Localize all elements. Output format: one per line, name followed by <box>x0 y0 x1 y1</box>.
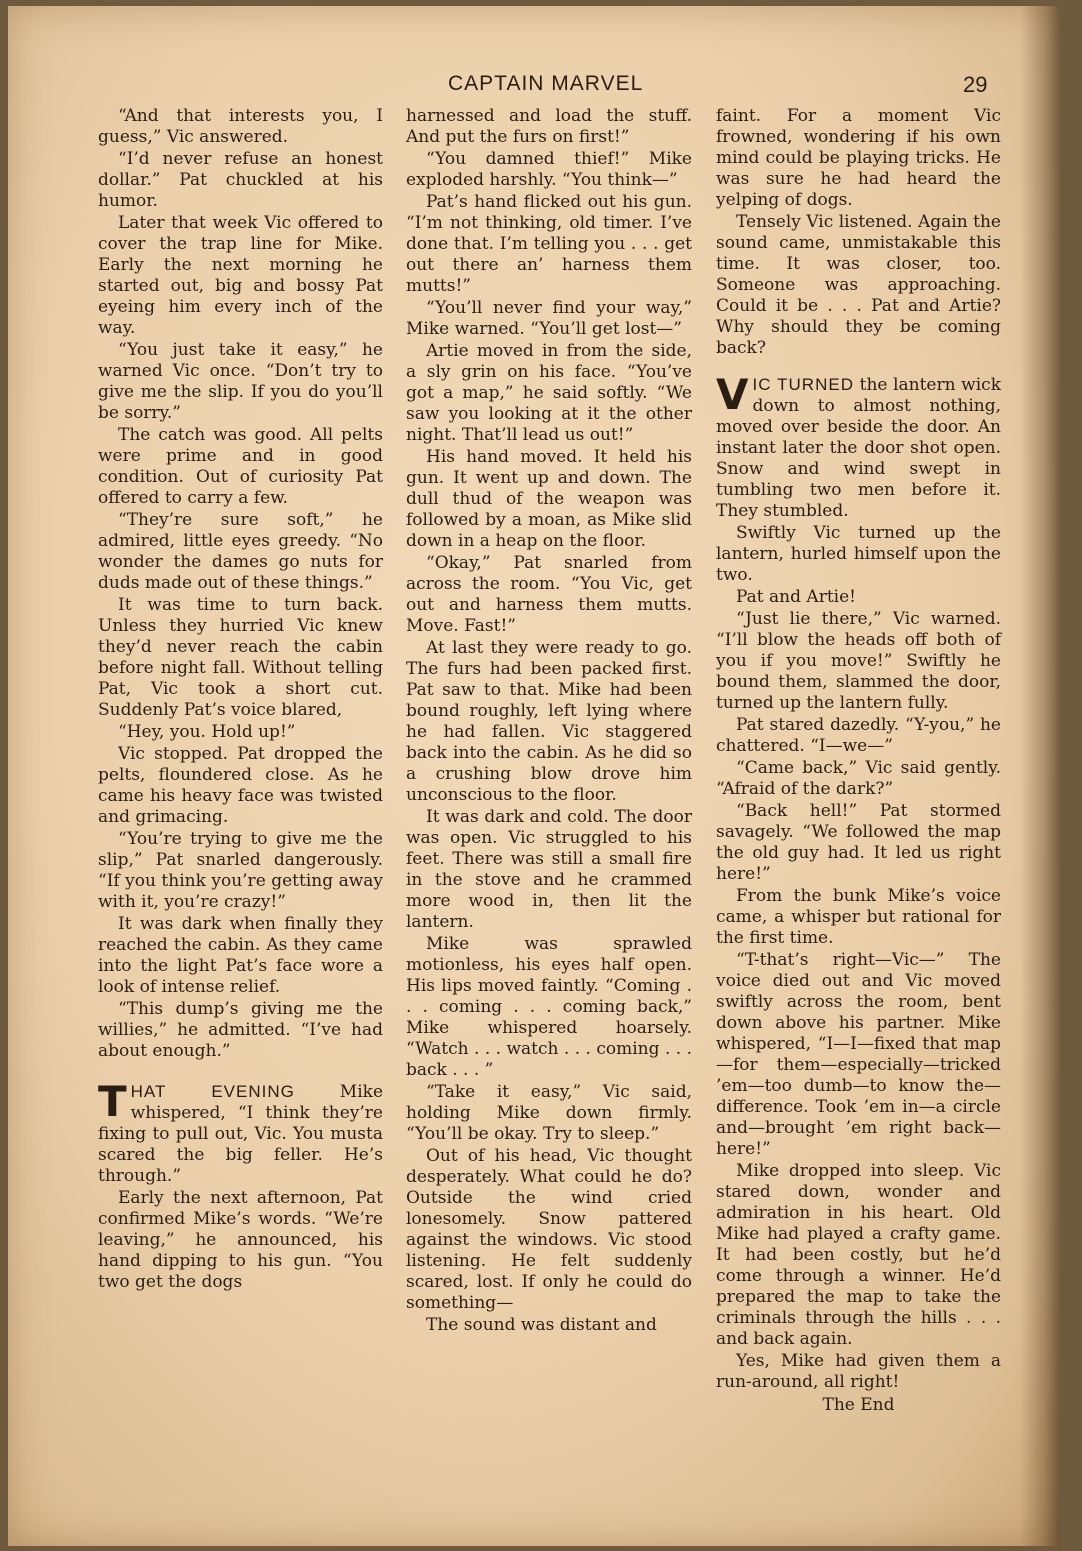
paragraph: “Back hell!” Pat stormed savagely. “We followed the map the old guy had. It led us right here!” <box>716 801 1001 884</box>
running-title: CAPTAIN MARVEL <box>448 72 644 95</box>
paragraph: “Came back,” Vic said gently. “Afraid of the dark?” <box>716 758 1001 799</box>
paragraph: “Take it easy,” Vic said, holding Mike down firmly. “You’ll be okay. Try to sleep.” <box>406 1082 692 1144</box>
paragraph: The catch was good. All pelts were prime and in good condition. Out of curiosity Pat offered to carry a few. <box>98 425 383 508</box>
section-break <box>716 360 1001 374</box>
drop-cap: V <box>716 370 749 419</box>
paragraph: It was dark when finally they reached the cabin. As they came into the light Pat’s face wore a look of intense relief. <box>98 914 383 997</box>
paragraph: Swiftly Vic turned up the lantern, hurled himself upon the two. <box>716 523 1001 585</box>
paragraph: His hand moved. It held his gun. It went up and down. The dull thud of the weapon was followed by a moan, as Mike slid down in a heap on the floor. <box>406 447 692 551</box>
section-break <box>98 1063 383 1081</box>
paragraph: Pat’s hand flicked out his gun. “I’m not thinking, old timer. I’ve done that. I’m telling you . . . get out there an’ harness them mutts!” <box>406 192 692 296</box>
paragraph: Yes, Mike had given them a run-around, all right! <box>716 1351 1001 1392</box>
paragraph: “This dump’s giving me the willies,” he admitted. “I’ve had about enough.” <box>98 999 383 1061</box>
drop-cap: T <box>98 1077 127 1126</box>
paragraph: Early the next afternoon, Pat confirmed Mike’s words. “We’re leaving,” he announced, his hand dipping to his gun. “You two get the dogs <box>98 1188 383 1292</box>
paragraph: “You’ll never find your way,” Mike warned. “You’ll get lost—” <box>406 298 692 339</box>
paragraph: “T-that’s right—Vic—” The voice died out and Vic moved swiftly across the room, bent down above his partner. Mike whispered, “I—I—fixed that map—for them—especially—tricked ’em—too dumb—to know the—difference. Took ’em in—a circle and—brought ’em right back—here!” <box>716 950 1001 1159</box>
paragraph: At last they were ready to go. The furs had been packed first. Pat saw to that. Mike had been bound roughly, left lying where he had fallen. Vic staggered back into the cabin. As he did so a crushing blow drove him unconscious to the floor. <box>406 638 692 805</box>
page-header <box>8 72 1060 102</box>
paragraph: Out of his head, Vic thought desperately. What could he do? Outside the wind cried lonesomely. Snow pattered against the windows. Vic stood listening. He felt suddenly scared, lost. If only he could do something— <box>406 1146 692 1313</box>
paragraph: Tensely Vic listened. Again the sound came, unmistakable this time. It was closer, too. Someone was approaching. Could it be . . . Pat and Artie? Why should they be coming back? <box>716 212 1001 358</box>
paragraph: Vic stopped. Pat dropped the pelts, floundered close. As he came his heavy face was twisted and grimacing. <box>98 744 383 827</box>
paragraph: “Hey, you. Hold up!” <box>118 722 296 742</box>
text-column-2 <box>406 106 692 1337</box>
section-text: the lantern wick down to almost nothing, moved over beside the door. An instant later the door shot open. Snow and wind swept in tumbling two men before it. They stumbled. <box>716 375 1001 521</box>
page-number: 29 <box>963 72 988 97</box>
paragraph: From the bunk Mike’s voice came, a whisper but rational for the first time. <box>716 886 1001 948</box>
paragraph: Artie moved in from the side, a sly grin on his face. “You’ve got a map,” he said softly. “We saw you looking at it the other night. That’ll lead us out!” <box>406 341 692 445</box>
paragraph: “You’re trying to give me the slip,” Pat snarled dangerously. “If you think you’re getting away with it, you’re crazy!” <box>98 829 383 912</box>
paragraph: “And that interests you, I guess,” Vic answered. <box>98 106 383 147</box>
paragraph: “I’d never refuse an honest dollar.” Pat chuckled at his humor. <box>98 149 383 211</box>
section-opening-paragraph <box>98 1077 383 1187</box>
section-text: Mike whispered, “I think they’re fixing to pull out, Vic. You musta scared the big feller. He’s through.” <box>98 1082 383 1186</box>
paragraph: It was dark and cold. The door was open. Vic struggled to his feet. There was still a small fire in the stove and he crammed more wood in, then lit the lantern. <box>406 807 692 932</box>
section-lead-in: HAT EVENING <box>130 1082 295 1101</box>
paragraph: faint. For a moment Vic frowned, wondering if his own mind could be playing tricks. He was sure he had heard the yelping of dogs. <box>716 106 1001 210</box>
paragraph: “They’re sure soft,” he admired, little eyes greedy. “No wonder the dames go nuts for duds made out of these things.” <box>98 510 383 593</box>
paragraph: “You just take it easy,” he warned Vic once. “Don’t try to give me the slip. If you do you’ll be sorry.” <box>98 340 383 423</box>
paragraph: Mike was sprawled motionless, his eyes half open. His lips moved faintly. “Coming . . . coming . . . coming back,” Mike whispered hoarsely. “Watch . . . watch . . . coming . . . back . . . ” <box>406 934 692 1080</box>
paragraph: Mike dropped into sleep. Vic stared down, wonder and admiration in his heart. Old Mike had played a crafty game. It had been costly, but he’d come through a winner. He’d prepared the map to take the criminals through the hills . . . and back again. <box>716 1161 1001 1349</box>
paragraph: It was time to turn back. Unless they hurried Vic knew they’d never reach the cabin before night fall. Without telling Pat, Vic took a short cut. Suddenly Pat’s voice blared, <box>98 595 383 720</box>
paragraph: The sound was distant and <box>426 1315 657 1335</box>
end-marker: The End <box>822 1395 895 1415</box>
text-column-1 <box>98 106 383 1294</box>
paragraph: “Okay,” Pat snarled from across the room. “You Vic, get out and harness them mutts. Move. Fast!” <box>406 553 692 636</box>
paragraph: Pat stared dazedly. “Y-you,” he chattered. “I—we—” <box>716 715 1001 756</box>
paragraph: “You damned thief!” Mike exploded harshly. “You think—” <box>406 149 692 190</box>
paragraph: harnessed and load the stuff. And put the furs on first!” <box>406 106 692 147</box>
section-lead-in: IC TURNED <box>752 375 854 394</box>
paragraph: “Just lie there,” Vic warned. “I’ll blow the heads off both of you if you move!” Swiftly he bound them, slammed the door, turned up the lantern fully. <box>716 609 1001 713</box>
paragraph: Later that week Vic offered to cover the trap line for Mike. Early the next morning he started out, big and bossy Pat eyeing him every inch of the way. <box>98 213 383 338</box>
paragraph: Pat and Artie! <box>736 587 856 607</box>
section-opening-paragraph <box>716 370 1001 522</box>
magazine-page <box>8 6 1060 1546</box>
page-spine-shadow <box>1020 6 1060 1546</box>
text-column-3 <box>716 106 1001 1417</box>
